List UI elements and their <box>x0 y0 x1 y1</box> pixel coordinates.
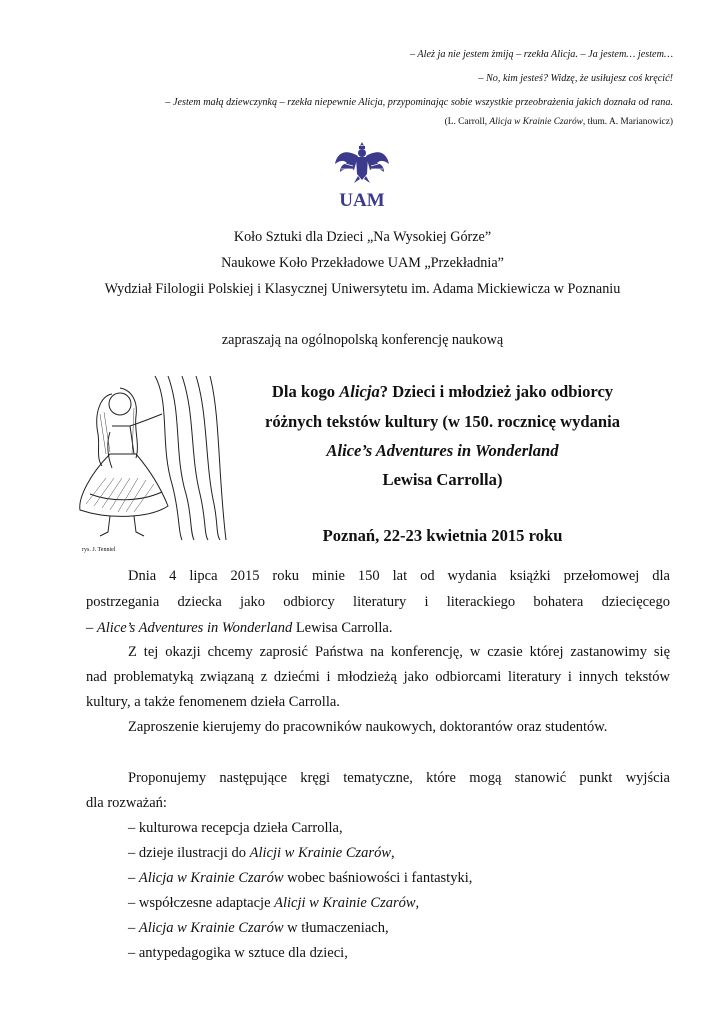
eagle-emblem-icon <box>334 140 390 212</box>
paragraph-3: Zaproszenie kierujemy do pracowników naukowych, doktorantów oraz studentów. <box>128 719 608 735</box>
alice-curtain-icon <box>50 374 230 544</box>
conference-title-line-2: różnych tekstów kultury (w 150. rocznicę wydania <box>264 412 621 431</box>
topic-item-5: – Alicja w Krainie Czarów w tłumaczeniach, <box>128 920 389 936</box>
conference-date: Poznań, 22-23 kwietnia 2015 roku <box>322 526 563 545</box>
paragraph-2-line-3: kultury, a także fenomenem dzieła Carrolla. <box>86 694 340 710</box>
paragraph-4-line-2: dla rozważań: <box>86 795 167 811</box>
invitation-line: zapraszają na ogólnopolską konferencję naukową <box>221 332 504 348</box>
organizer-3: Wydział Filologii Polskiej i Klasycznej Uniwersytetu im. Adama Mickiewicza w Poznaniu <box>104 281 621 297</box>
topic-item-6: – antypedagogika w sztuce dla dzieci, <box>128 945 348 961</box>
topic-item-1: – kulturowa recepcja dzieła Carrolla, <box>128 820 343 836</box>
conference-title-line-3: Alice’s Adventures in Wonderland <box>326 441 559 460</box>
conference-title-line-1: Dla kogo Alicja? Dzieci i młodzież jako odbiorcy <box>271 382 614 401</box>
epigraph-line-3: – Jestem małą dziewczynką – rzekła niepewnie Alicja, przypominając sobie wszystkie przeobrażenia jakich doznała od rana. <box>165 97 673 108</box>
paragraph-2-line-2: nad problematyką związaną z dziećmi i młodzieżą jako odbiorcami literatury i innych tekstów <box>86 669 670 685</box>
topic-item-3: – Alicja w Krainie Czarów wobec baśniowości i fantastyki, <box>128 870 473 886</box>
organizer-2: Naukowe Koło Przekładowe UAM „Przekładnia” <box>221 255 504 271</box>
organizer-1: Koło Sztuki dla Dzieci „Na Wysokiej Górze” <box>233 229 492 245</box>
epigraph-citation: (L. Carroll, Alicja w Krainie Czarów, tłum. A. Marianowicz) <box>444 117 673 127</box>
paragraph-2-line-1: Z tej okazji chcemy zaprosić Państwa na konferencję, w czasie której zastanowimy się <box>128 644 670 660</box>
illustration-credit: rys. J. Tenniel <box>82 547 116 553</box>
paragraph-1-line-1: Dnia 4 lipca 2015 roku minie 150 lat od wydania książki przełomowej dla <box>128 568 670 584</box>
topic-item-4: – współczesne adaptacje Alicji w Krainie Czarów, <box>128 895 420 911</box>
conference-title-line-4: Lewisa Carrolla) <box>382 470 503 489</box>
epigraph-line-1: – Ależ ja nie jestem żmiją – rzekła Alicja. – Ja jestem… jestem… <box>409 49 673 60</box>
alice-illustration <box>50 374 230 544</box>
paragraph-4-line-1: Proponujemy następujące kręgi tematyczne, które mogą stanowić punkt wyjścia <box>128 770 670 786</box>
paragraph-1-line-2: postrzegania dziecka jako odbiorcy literatury i literackiego bohatera dziecięcego <box>86 594 670 610</box>
logo-text: UAM <box>339 190 385 211</box>
uam-logo <box>334 140 390 212</box>
topic-item-2: – dzieje ilustracji do Alicji w Krainie Czarów, <box>128 845 395 861</box>
paragraph-1-line-3: – Alice’s Adventures in Wonderland Lewisa Carrolla. <box>86 620 393 636</box>
epigraph-line-2: – No, kim jesteś? Widzę, że usiłujesz coś kręcić! <box>478 73 673 84</box>
